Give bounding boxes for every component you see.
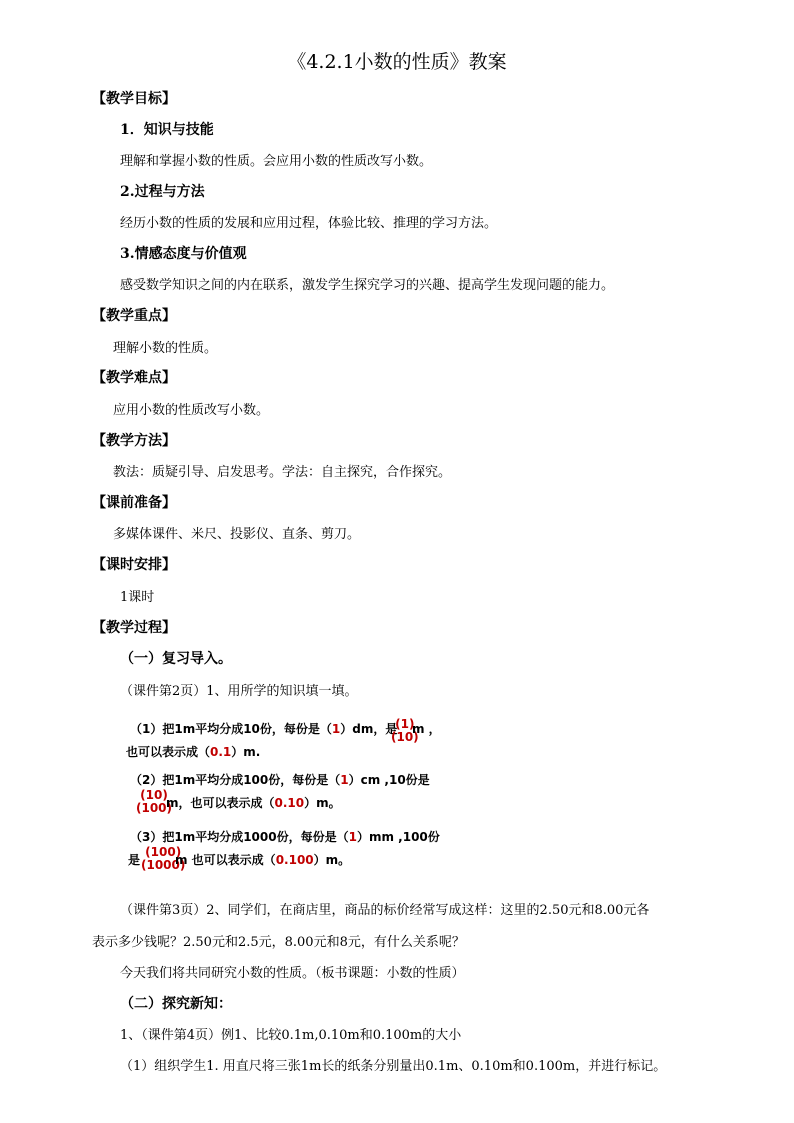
heading-difficulty: 【教学难点】 xyxy=(92,370,176,386)
exercise-q1-fraction: (1) (10) xyxy=(391,717,419,744)
heading-explore: （二）探究新知： xyxy=(120,996,232,1012)
text-lesson-p2: 今天我们将共同研究小数的性质。（板书课题：小数的性质） xyxy=(120,966,465,981)
text-lesson-p3: 1、（课件第4页）例1、比较0.1m,0.10m和0.100m的大小 xyxy=(120,1028,462,1043)
exercise-q1-line2: 也可以表示成（0.1）m. xyxy=(126,745,261,759)
exercise-q3-line1: （3）把1m平均分成1000份，每份是（1）mm ,100份 xyxy=(130,830,440,844)
text-schedule: 1课时 xyxy=(120,590,155,605)
text-lesson-p4: （1）组织学生1. 用直尺将三张1m长的纸条分别量出0.1m、0.10m和0.100m，并进行标记。 xyxy=(120,1059,667,1074)
text-key: 理解小数的性质。 xyxy=(113,341,218,356)
exercise-q1-line1: （1）把1m平均分成10份，每份是（1）dm，是 xyxy=(130,722,398,736)
exercise-q2-line1: （2）把1m平均分成100份，每份是（1）cm ,10份是 xyxy=(130,773,430,787)
exercise-q1-unit: m ， xyxy=(412,722,441,736)
text-emotion: 感受数学知识之间的内在联系，激发学生探究学习的兴趣、提高学生发现问题的能力。 xyxy=(120,278,615,293)
exercise-q3-fraction: (100) (1000) xyxy=(141,845,186,872)
text-lesson-p1-line2: 表示多少钱呢？2.50元和2.5元，8.00元和8元，有什么关系呢？ xyxy=(92,935,465,950)
heading-emotion: 3.情感态度与价值观 xyxy=(120,246,247,262)
text-process: 经历小数的性质的发展和应用过程，体验比较、推理的学习方法。 xyxy=(120,216,498,231)
text-difficulty: 应用小数的性质改写小数。 xyxy=(113,403,270,418)
heading-process: 2.过程与方法 xyxy=(120,184,205,200)
exercise-q2-fraction: (10) (100) xyxy=(136,788,173,815)
heading-prep: 【课前准备】 xyxy=(92,495,176,511)
heading-schedule: 【课时安排】 xyxy=(92,557,176,573)
heading-method: 【教学方法】 xyxy=(92,433,176,449)
text-method: 教法：质疑引导、启发思考。学法：自主探究，合作探究。 xyxy=(113,465,452,480)
heading-teaching-process: 【教学过程】 xyxy=(92,620,176,636)
page-title: 《4.2.1小数的性质》教案 xyxy=(287,51,507,73)
text-review: （课件第2页）1、用所学的知识填一填。 xyxy=(120,684,358,699)
exercise-q2-line2: m，也可以表示成（0.10）m。 xyxy=(166,796,341,810)
text-knowledge: 理解和掌握小数的性质。会应用小数的性质改写小数。 xyxy=(120,154,433,169)
exercise-q3-line2: m 也可以表示成（0.100）m。 xyxy=(175,853,351,867)
text-lesson-p1-line1: （课件第3页）2、同学们，在商店里，商品的标价经常写成这样：这里的2.50元和8.00元各 xyxy=(120,903,650,918)
heading-key: 【教学重点】 xyxy=(92,308,176,324)
heading-knowledge: 1．知识与技能 xyxy=(120,122,214,138)
heading-objectives: 【教学目标】 xyxy=(92,91,176,107)
heading-review: （一）复习导入。 xyxy=(120,651,232,667)
text-prep: 多媒体课件、米尺、投影仪、直条、剪刀。 xyxy=(113,527,361,542)
exercise-q3-prefix: 是 xyxy=(128,853,141,867)
